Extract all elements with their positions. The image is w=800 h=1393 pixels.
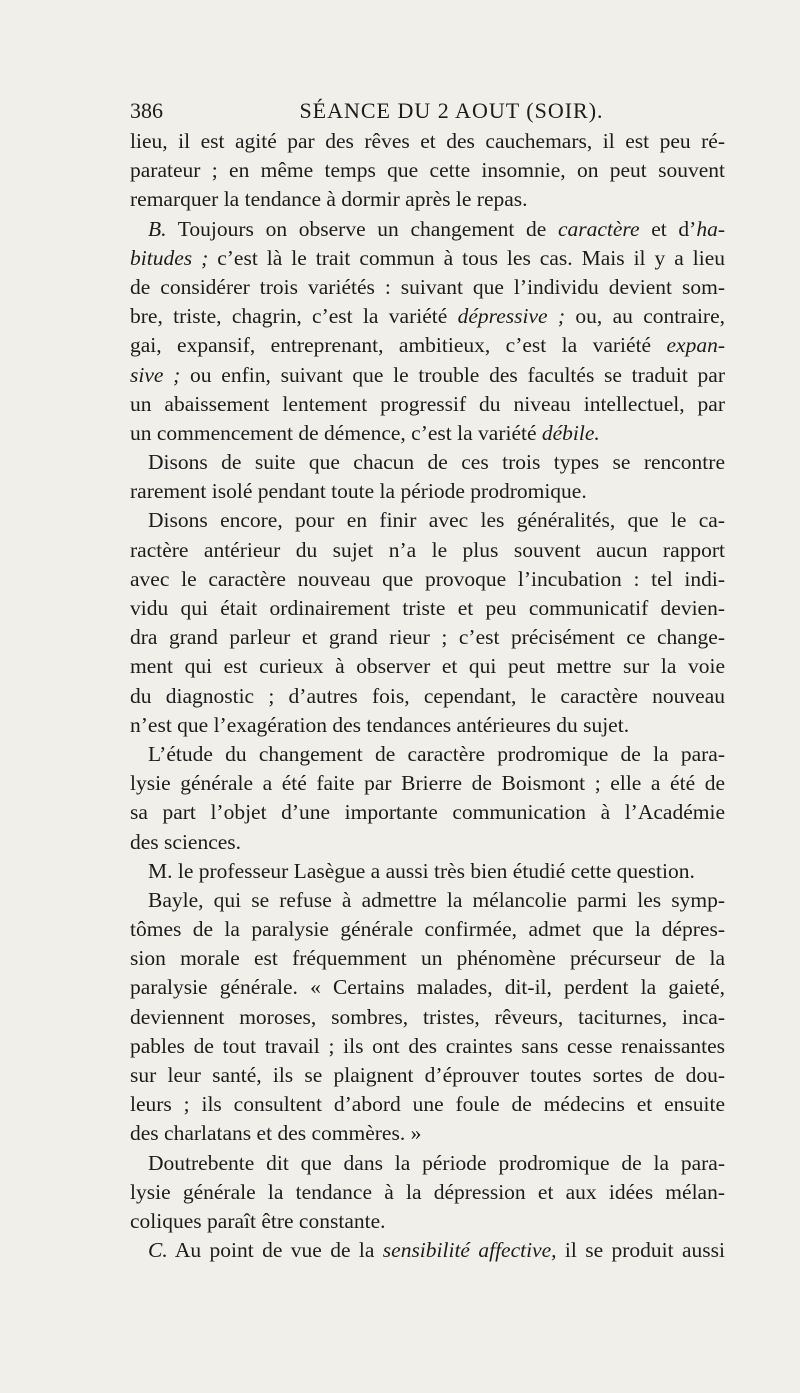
text-line <box>130 652 725 681</box>
text-segment: il se produit aussi <box>556 1238 725 1263</box>
text-line <box>130 769 725 798</box>
text-segment: parateur ; en même temps que cette insomnie, on peut souvent <box>130 158 725 183</box>
text-line <box>130 390 725 419</box>
text-segment: sa part l’objet d’une importante communication à l’Académie <box>130 800 725 825</box>
text-line <box>130 740 725 769</box>
body-text <box>130 127 725 1265</box>
text-line <box>130 1003 725 1032</box>
text-line <box>130 419 725 448</box>
text-line <box>130 448 725 477</box>
text-segment: remarquer la tendance à dormir après le repas. <box>130 187 528 212</box>
text-segment: Toujours on observe un changement de <box>166 216 558 241</box>
text-line <box>130 1032 725 1061</box>
text-line <box>130 828 725 857</box>
text-line <box>130 857 725 886</box>
text-segment: deviennent moroses, sombres, tristes, rêveurs, taciturnes, inca- <box>130 1004 725 1029</box>
text-line <box>130 156 725 185</box>
text-segment: ractère antérieur du sujet n’a le plus souvent aucun rapport <box>130 537 725 562</box>
italic-text: sensibilité affective, <box>382 1238 557 1263</box>
italic-text: expan- <box>666 333 725 358</box>
text-segment: M. le professeur Lasègue a aussi très bien étudié cette question. <box>148 858 695 883</box>
text-segment: tômes de la paralysie générale confirmée, admet que la dépres- <box>130 917 725 942</box>
text-segment: ou enfin, suivant que le trouble des facultés se traduit par <box>180 362 725 387</box>
text-segment: un commencement de démence, c’est la variété <box>130 420 542 445</box>
text-line <box>130 682 725 711</box>
text-segment: sur leur santé, ils se plaignent d’éprouver toutes sortes de dou- <box>130 1063 725 1087</box>
text-line <box>130 361 725 390</box>
text-line <box>130 886 725 915</box>
text-line <box>130 798 725 827</box>
text-segment: n’est que l’exagération des tendances antérieures du sujet. <box>130 712 630 737</box>
text-segment: avec le caractère nouveau que provoque l’incubation : tel indi- <box>130 566 725 591</box>
text-line <box>130 506 725 535</box>
text-segment: Au point de vue de la <box>167 1238 383 1263</box>
text-line <box>130 711 725 740</box>
text-line <box>130 127 725 156</box>
text-segment: bre, triste, chagrin, c’est la variété <box>130 304 458 329</box>
text-segment: ment qui est curieux à observer et qui peut mettre sur la voie <box>130 654 725 679</box>
italic-text: bitudes ; <box>130 245 209 270</box>
italic-text: caractère <box>557 216 640 241</box>
text-segment: un abaissement lentement progressif du niveau intellectuel, par <box>130 391 725 416</box>
italic-text: B. <box>148 216 167 241</box>
text-segment: L’étude du changement de caractère prodromique de la para- <box>148 741 725 766</box>
text-segment: gai, expansif, entreprenant, ambitieux, c’est la variété <box>130 333 667 358</box>
text-line <box>130 302 725 331</box>
text-line <box>130 915 725 944</box>
text-segment: des sciences. <box>130 829 242 854</box>
text-segment: vidu qui était ordinairement triste et peu communicatif devien- <box>130 596 725 620</box>
text-line <box>130 1207 725 1236</box>
text-segment: coliques paraît être constante. <box>130 1208 386 1233</box>
text-line <box>130 477 725 506</box>
text-line <box>130 565 725 594</box>
text-segment: rarement isolé pendant toute la période prodromique. <box>130 479 587 504</box>
text-line <box>130 1178 725 1207</box>
text-segment: c’est là le trait commun à tous les cas. Mais il y a lieu <box>208 245 725 270</box>
italic-text: ha- <box>696 216 725 241</box>
page-header <box>130 96 725 126</box>
text-segment: lysie générale la tendance à la dépression et aux idées mélan- <box>130 1179 725 1204</box>
text-segment: leurs ; ils consultent d’abord une foule de médecins et ensuite <box>130 1092 725 1117</box>
text-segment: sion morale est fréquemment un phénomène précurseur de la <box>130 946 725 971</box>
text-line <box>130 594 725 623</box>
text-line <box>130 1149 725 1178</box>
text-line <box>130 1090 725 1119</box>
text-segment: Bayle, qui se refuse à admettre la mélancolie parmi les symp- <box>148 887 725 912</box>
text-segment: ou, au contraire, <box>565 304 726 329</box>
text-segment: Disons encore, pour en finir avec les généralités, que le ca- <box>148 508 725 533</box>
text-segment: des charlatans et des commères. » <box>130 1121 422 1146</box>
italic-text: débile. <box>541 420 600 445</box>
text-line <box>130 1119 725 1148</box>
text-line <box>130 273 725 302</box>
page-number: 386 <box>130 98 163 123</box>
italic-text: C. <box>148 1238 168 1263</box>
text-line <box>130 215 725 244</box>
text-line <box>130 331 725 360</box>
text-line <box>130 185 725 214</box>
text-line <box>130 244 725 273</box>
text-segment: Disons de suite que chacun de ces trois types se rencontre <box>148 450 725 475</box>
text-segment: pables de tout travail ; ils ont des craintes sans cesse renaissantes <box>130 1033 725 1058</box>
text-segment: lieu, il est agité par des rêves et des cauchemars, il est peu ré- <box>130 129 725 153</box>
italic-text: dépressive ; <box>457 304 566 329</box>
running-head: SÉANCE DU 2 AOUT (SOIR). <box>299 98 604 123</box>
text-segment: de considérer trois variétés : suivant que l’individu devient som- <box>130 274 725 299</box>
text-segment: dra grand parleur et grand rieur ; c’est précisément ce change- <box>130 625 725 650</box>
text-line <box>130 623 725 652</box>
text-line <box>130 973 725 1002</box>
text-segment: et d’ <box>639 216 697 241</box>
text-line <box>130 1061 725 1090</box>
italic-text: sive ; <box>130 362 181 387</box>
text-segment: Doutrebente dit que dans la période prodromique de la para- <box>148 1150 725 1175</box>
text-line <box>130 1236 725 1265</box>
text-segment: lysie générale a été faite par Brierre de Boismont ; elle a été de <box>130 771 725 796</box>
text-line <box>130 536 725 565</box>
text-segment: du diagnostic ; d’autres fois, cependant, le caractère nouveau <box>130 683 725 708</box>
text-line <box>130 944 725 973</box>
text-segment: paralysie générale. « Certains malades, dit-il, perdent la gaieté, <box>130 975 725 1000</box>
